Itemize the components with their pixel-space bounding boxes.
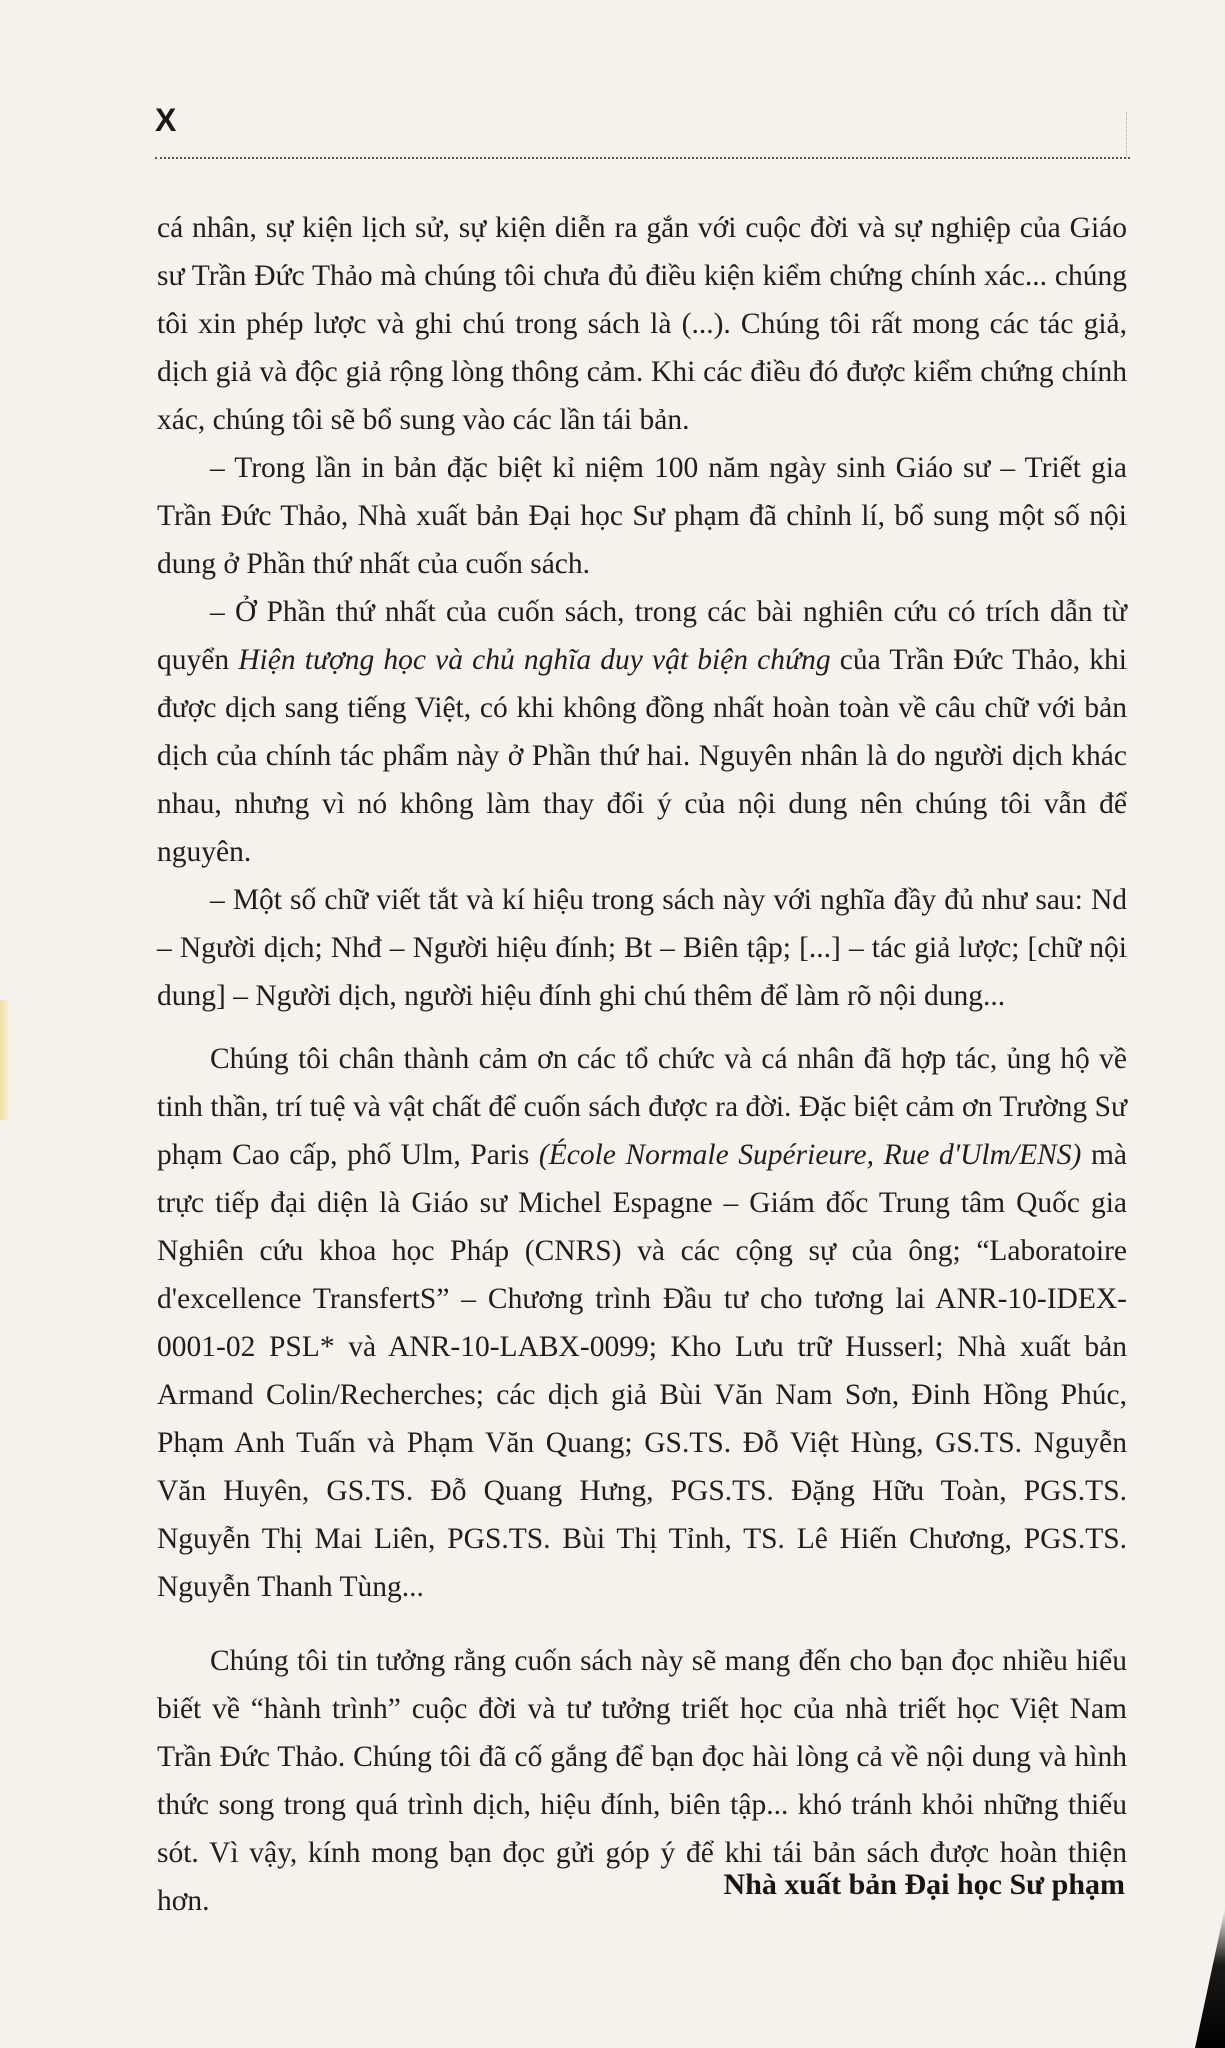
- book-title-italic: Hiện tượng học và chủ nghĩa duy vật biện chứng: [238, 644, 831, 676]
- paragraph-continued: cá nhân, sự kiện lịch sử, sự kiện diễn ra gắn với cuộc đời và sự nghiệp của Giáo sư Trần Đức Thảo mà chúng tôi chưa đủ điều kiện kiểm chứng chính xác... chúng tôi xin phép lược và ghi chú trong sách là (...). Chúng tôi rất mong các tác giả, dịch giả và độc giả rộng lòng thông cảm. Khi các điều đó được kiểm chứng chính xác, chúng tôi sẽ bổ sung vào các lần tái bản.: [157, 212, 1127, 436]
- paragraph-translation-note: [157, 588, 1127, 876]
- publisher-signature: Nhà xuất bản Đại học Sư phạm: [723, 1868, 1125, 1901]
- paragraph-translation-note-start: – Ở Phần thứ nhất của cuốn sách, trong các bài nghiên cứu có trích dẫn từ quyển: [157, 596, 1127, 676]
- body-text: [157, 204, 1127, 1925]
- page-number: X: [155, 102, 177, 138]
- page-edge-stain: [0, 1000, 10, 1120]
- ens-name-italic: (École Normale Supérieure, Rue d'Ulm/ENS): [538, 1139, 1082, 1171]
- paragraph-translation-note-end: của Trần Đức Thảo, khi được dịch sang tiếng Việt, có khi không đồng nhất hoàn toàn về câu chữ với bản dịch của chính tác phẩm này ở Phần thứ hai. Nguyên nhân là do người dịch khác nhau, nhưng vì nó không làm thay đổi ý của nội dung nên chúng tôi vẫn để nguyên.: [157, 644, 1127, 868]
- paragraph-abbreviations: – Một số chữ viết tắt và kí hiệu trong sách này với nghĩa đầy đủ như sau: Nd – Người dịch; Nhđ – Người hiệu đính; Bt – Biên tập; [...] – tác giả lược; [chữ nội dung] – Người dịch, người hiệu đính ghi chú thêm để làm rõ nội dung...: [157, 884, 1127, 1012]
- paragraph-special-edition-note: – Trong lần in bản đặc biệt kỉ niệm 100 năm ngày sinh Giáo sư – Triết gia Trần Đức Thảo, Nhà xuất bản Đại học Sư phạm đã chỉnh lí, bổ sung một số nội dung ở Phần thứ nhất của cuốn sách.: [157, 452, 1127, 580]
- header-rule-end-mark: [1126, 112, 1127, 158]
- page-corner-shadow: [1195, 1908, 1225, 2048]
- paragraph-closing: Chúng tôi tin tưởng rằng cuốn sách này sẽ mang đến cho bạn đọc nhiều hiểu biết về “hành trình” cuộc đời và tư tưởng triết học của nhà triết học Việt Nam Trần Đức Thảo. Chúng tôi đã cố gắng để bạn đọc hài lòng cả về nội dung và hình thức song trong quá trình dịch, hiệu đính, biên tập... khó tránh khỏi những thiếu sót. Vì vậy, kính mong bạn đọc gửi góp ý để khi tái bản sách được hoàn thiện hơn.: [157, 1645, 1127, 1917]
- paragraph-acknowledgements-start: Chúng tôi chân thành cảm ơn các tổ chức và cá nhân đã hợp tác, ủng hộ về tinh thần, trí tuệ và vật chất để cuốn sách được ra đời. Đặc biệt cảm ơn Trường Sư phạm Cao cấp, phố Ulm, Paris: [157, 1043, 1127, 1171]
- header-dotted-rule: [155, 157, 1130, 159]
- paragraph-acknowledgements: [157, 1035, 1127, 1611]
- paragraph-acknowledgements-end: mà trực tiếp đại diện là Giáo sư Michel Espagne – Giám đốc Trung tâm Quốc gia Nghiên cứu khoa học Pháp (CNRS) và các cộng sự của ông; “Laboratoire d'excellence TransfertS” – Chương trình Đầu tư cho tương lai ANR-10-IDEX-0001-02 PSL* và ANR-10-LABX-0099; Kho Lưu trữ Husserl; Nhà xuất bản Armand Colin/Recherches; các dịch giả Bùi Văn Nam Sơn, Đinh Hồng Phúc, Phạm Anh Tuấn và Phạm Văn Quang; GS.TS. Đỗ Việt Hùng, GS.TS. Nguyễn Văn Huyên, GS.TS. Đỗ Quang Hưng, PGS.TS. Đặng Hữu Toàn, PGS.TS. Nguyễn Thị Mai Liên, PGS.TS. Bùi Thị Tỉnh, TS. Lê Hiến Chương, PGS.TS. Nguyễn Thanh Tùng...: [157, 1139, 1127, 1603]
